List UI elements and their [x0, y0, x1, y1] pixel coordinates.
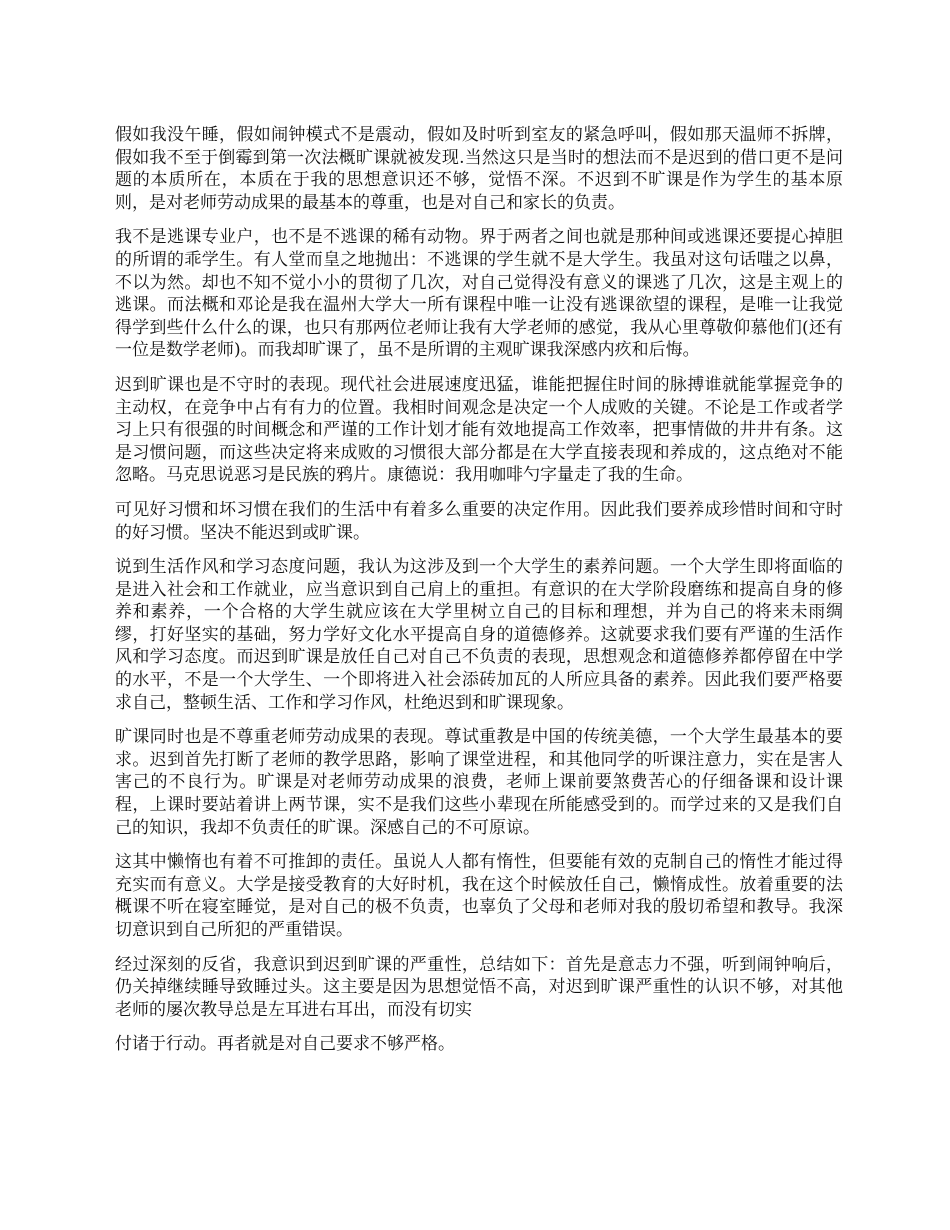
paragraph-9: 付诸于行动。再者就是对自己要求不够严格。 [115, 1034, 455, 1055]
paragraph-8: 经过深刻的反省，我意识到迟到旷课的严重性，总结如下：首先是意志力不强，听到闹钟响后，仍关掉继续睡导致睡过头。这主要是因为思想觉悟不高，对迟到旷课严重性的认识不够，对其他老师的屡次教导总是左耳进右耳出，而没有切实 [115, 954, 843, 1020]
paragraph-7: 这其中懒惰也有着不可推卸的责任。虽说人人都有惰性，但要能有效的克制自己的惰性才能过得充实而有意义。大学是接受教育的大好时机，我在这个时候放任自己，懒惰成性。放着重要的法概课不听在寝室睡觉，是对自己的极不负责，也辜负了父母和老师对我的殷切希望和教导。我深切意识到自己所犯的严重错误。 [115, 852, 843, 940]
paragraph-4: 可见好习惯和坏习惯在我们的生活中有着多么重要的决定作用。因此我们要养成珍惜时间和守时的好习惯。坚决不能迟到或旷课。 [115, 499, 843, 543]
paragraph-1: 假如我没午睡，假如闹钟模式不是震动，假如及时听到室友的紧急呼叫，假如那天温师不拆牌，假如我不至于倒霉到第一次法概旷课就被发现.当然这只是当时的想法而不是迟到的借口更不是问题的本质所在，本质在于我的思想意识还不够，觉悟不深。不迟到不旷课是作为学生的基本原则，是对老师劳动成果的最基本的尊重，也是对自己和家长的负责。 [115, 125, 843, 213]
paragraph-2: 我不是逃课专业户，也不是不逃课的稀有动物。界于两者之间也就是那种间或逃课还要提心掉胆的所谓的乖学生。有人堂而皇之地抛出：不逃课的学生就不是大学生。我虽对这句话嗤之以鼻，不以为然。却也不知不觉小小的贯彻了几次，对自己觉得没有意义的课逃了几次，这是主观上的逃课。而法概和邓论是我在温州大学大一所有课程中唯一让没有逃课欲望的课程，是唯一让我觉得学到些什么什么的课，也只有那两位老师让我有大学老师的感觉，我从心里尊敬仰慕他们(还有一位是数学老师)。而我却旷课了，虽不是所谓的主观旷课我深感内疚和后悔。 [115, 227, 843, 361]
paragraph-3: 迟到旷课也是不守时的表现。现代社会进展速度迅猛，谁能把握住时间的脉搏谁就能掌握竞争的主动权，在竞争中占有有力的位置。我相时间观念是决定一个人成败的关键。不论是工作或者学习上只有很强的时间概念和严谨的工作计划才能有效地提高工作效率，把事情做的井井有条。这是习惯问题，而这些决定将来成败的习惯很大部分都是在大学直接表现和养成的，这点绝对不能忽略。马克思说恶习是民族的鸦片。康德说：我用咖啡勺字量走了我的生命。 [115, 374, 843, 486]
paragraph-5: 说到生活作风和学习态度问题，我认为这涉及到一个大学生的素养问题。一个大学生即将面临的是进入社会和工作就业，应当意识到自己肩上的重担。有意识的在大学阶段磨练和提高自身的修养和素养，一个合格的大学生就应该在大学里树立自己的目标和理想，并为自己的将来未雨绸缪，打好坚实的基础，努力学好文化水平提高自身的道德修养。这就要求我们要有严谨的生活作风和学习态度。而迟到旷课是放任自己对自己不负责的表现，思想观念和道德修养都停留在中学的水平，不是一个大学生、一个即将进入社会添砖加瓦的人所应具备的素养。因此我们要严格要求自己，整顿生活、工作和学习作风，杜绝迟到和旷课现象。 [115, 557, 843, 713]
document-body [115, 124, 843, 1068]
paragraph-6: 旷课同时也是不尊重老师劳动成果的表现。尊试重教是中国的传统美德，一个大学生最基本的要求。迟到首先打断了老师的教学思路，影响了课堂进程，和其他同学的听课注意力，实在是害人害己的不良行为。旷课是对老师劳动成果的浪费，老师上课前要煞费苦心的仔细备课和设计课程，上课时要站着讲上两节课，实不是我们这些小辈现在所能感受到的。而学过来的又是我们自己的知识，我却不负责任的旷课。深感自己的不可原谅。 [115, 727, 843, 838]
